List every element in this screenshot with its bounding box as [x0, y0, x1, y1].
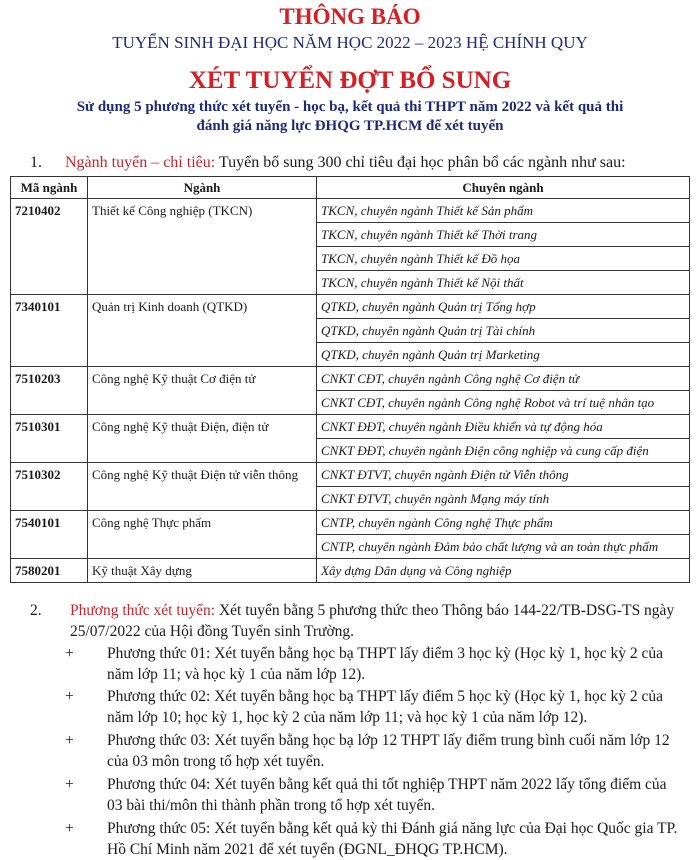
- cell-major: Công nghệ Kỹ thuật Điện, điện tử: [88, 415, 317, 439]
- table-row: [11, 319, 690, 343]
- cell-major: [88, 223, 317, 247]
- cell-specialization: CNKT ĐĐT, chuyên ngành Điện công nghiệp và cung cấp điện: [317, 439, 690, 463]
- cell-code: 7340101: [11, 295, 88, 319]
- section-2-number: 2.: [30, 602, 42, 619]
- cell-code: [11, 439, 88, 463]
- section-1-text: Tuyển bổ sung 300 chỉ tiêu đại học phân bổ các ngành như sau:: [215, 154, 626, 171]
- cell-code: [11, 487, 88, 511]
- bullet-plus: +: [65, 776, 74, 793]
- cell-major: [88, 487, 317, 511]
- cell-specialization: TKCN, chuyên ngành Thiết kế Sản phẩm: [317, 199, 690, 223]
- header-specialization: Chuyên ngành: [317, 177, 690, 199]
- table-row: [11, 535, 690, 559]
- cell-specialization: QTKD, chuyên ngành Quản trị Tổng hợp: [317, 295, 690, 319]
- table-row: [11, 439, 690, 463]
- section-2: [30, 600, 680, 642]
- cell-code: [11, 343, 88, 367]
- cell-code: 7510302: [11, 463, 88, 487]
- section-1-number: 1.: [30, 154, 42, 171]
- cell-major: [88, 439, 317, 463]
- cell-code: [11, 535, 88, 559]
- admission-description: Sử dụng 5 phương thức xét tuyển - học bạ, kết quả thi THPT năm 2022 và kết quả thi đánh giá năng lực ĐHQG TP.HCM để xét tuyển: [76, 99, 624, 134]
- section-1: [30, 154, 626, 172]
- method-item: [65, 774, 680, 816]
- cell-specialization: TKCN, chuyên ngành Thiết kế Thời trang: [317, 223, 690, 247]
- bullet-plus: +: [65, 820, 74, 837]
- table-row: [11, 487, 690, 511]
- table-row: [11, 199, 690, 223]
- cell-code: [11, 247, 88, 271]
- method-text: Phương thức 04: Xét tuyển bằng kết quả thi tốt nghiệp THPT năm 2022 lấy tổng điểm của 03 bài thi/môn thi thành phần trong tổ hợp xét tuyển.: [107, 776, 667, 814]
- method-item: [65, 818, 680, 860]
- table-row: [11, 295, 690, 319]
- method-item: [65, 730, 680, 772]
- bullet-plus: +: [65, 645, 74, 662]
- cell-code: 7510301: [11, 415, 88, 439]
- section-2-label: Phương thức xét tuyển:: [70, 602, 216, 619]
- cell-major: [88, 319, 317, 343]
- section-1-label: Ngành tuyển – chỉ tiêu:: [65, 154, 216, 171]
- cell-major: [88, 247, 317, 271]
- cell-specialization: CNTP, chuyên ngành Đảm bảo chất lượng và an toàn thực phẩm: [317, 535, 690, 559]
- method-text: Phương thức 03: Xét tuyển bằng học bạ lớp 12 THPT lấy điểm trung bình cuối năm lớp 12 của 03 môn trong tổ hợp xét tuyển.: [107, 732, 670, 770]
- cell-major: [88, 343, 317, 367]
- cell-code: [11, 223, 88, 247]
- notice-subtitle: TUYỂN SINH ĐẠI HỌC NĂM HỌC 2022 – 2023 HỆ CHÍNH QUY: [112, 33, 588, 52]
- cell-code: 7540101: [11, 511, 88, 535]
- table-row: [11, 247, 690, 271]
- cell-specialization: TKCN, chuyên ngành Thiết kế Đồ họa: [317, 247, 690, 271]
- bullet-plus: +: [65, 688, 74, 705]
- notice-title: THÔNG BÁO: [279, 4, 421, 29]
- cell-major: [88, 535, 317, 559]
- cell-specialization: CNKT CĐT, chuyên ngành Công nghệ Robot và trí tuệ nhân tạo: [317, 391, 690, 415]
- cell-specialization: CNKT ĐTVT, chuyên ngành Điện tử Viễn thông: [317, 463, 690, 487]
- table-row: [11, 367, 690, 391]
- cell-code: [11, 391, 88, 415]
- cell-major: Quản trị Kinh doanh (QTKD): [88, 295, 317, 319]
- cell-specialization: Xây dựng Dân dụng và Công nghiệp: [317, 559, 690, 583]
- cell-specialization: CNKT ĐTVT, chuyên ngành Mạng máy tính: [317, 487, 690, 511]
- table-row: [11, 463, 690, 487]
- cell-code: [11, 319, 88, 343]
- cell-major: [88, 271, 317, 295]
- cell-specialization: QTKD, chuyên ngành Quản trị Tài chính: [317, 319, 690, 343]
- table-row: [11, 415, 690, 439]
- header-code: Mã ngành: [11, 177, 88, 199]
- table-row: [11, 343, 690, 367]
- table-row: [11, 391, 690, 415]
- method-item: [65, 643, 680, 685]
- section-2-text: Xét tuyển bằng 5 phương thức theo Thông báo 144-22/TB-DSG-TS ngày 25/07/2022 của Hội đồng Tuyển sinh Trường.: [70, 602, 675, 640]
- cell-major: Thiết kế Công nghiệp (TKCN): [88, 199, 317, 223]
- cell-code: 7210402: [11, 199, 88, 223]
- cell-code: [11, 271, 88, 295]
- cell-code: 7510203: [11, 367, 88, 391]
- cell-specialization: TKCN, chuyên ngành Thiết kế Nội thất: [317, 271, 690, 295]
- cell-major: Công nghệ Kỹ thuật Cơ điện tử: [88, 367, 317, 391]
- method-item: [65, 686, 680, 728]
- cell-major: Kỹ thuật Xây dựng: [88, 559, 317, 583]
- table-header-row: [11, 177, 690, 199]
- cell-specialization: QTKD, chuyên ngành Quản trị Marketing: [317, 343, 690, 367]
- table-row: [11, 223, 690, 247]
- cell-specialization: CNKT ĐĐT, chuyên ngành Điều khiển và tự động hóa: [317, 415, 690, 439]
- header-major: Ngành: [88, 177, 317, 199]
- table-row: [11, 511, 690, 535]
- table-row: [11, 271, 690, 295]
- cell-specialization: CNTP, chuyên ngành Công nghệ Thực phẩm: [317, 511, 690, 535]
- admission-heading: XÉT TUYỂN ĐỢT BỔ SUNG: [188, 67, 512, 94]
- table-row: [11, 559, 690, 583]
- cell-major: Công nghệ Kỹ thuật Điện tử viễn thông: [88, 463, 317, 487]
- cell-code: 7580201: [11, 559, 88, 583]
- cell-major: [88, 391, 317, 415]
- method-text: Phương thức 05: Xét tuyển bằng kết quả kỳ thi Đánh giá năng lực của Đại học Quốc gia TP. Hồ Chí Minh năm 2021 để xét tuyển (ĐGNL_ĐHQG TP.HCM).: [107, 820, 678, 858]
- cell-major: Công nghệ Thực phẩm: [88, 511, 317, 535]
- cell-specialization: CNKT CĐT, chuyên ngành Công nghệ Cơ điện tử: [317, 367, 690, 391]
- majors-table: [10, 176, 690, 583]
- method-text: Phương thức 02: Xét tuyển bằng học bạ THPT lấy điểm 5 học kỳ (Học kỳ 1, học kỳ 2 của năm lớp 10; học kỳ 1, học kỳ 2 của năm lớp 11; và học kỳ 1 của năm lớp 12).: [107, 688, 664, 726]
- bullet-plus: +: [65, 732, 74, 749]
- method-text: Phương thức 01: Xét tuyển bằng học bạ THPT lấy điểm 3 học kỳ (Học kỳ 1, học kỳ 2 của năm lớp 11; và học kỳ 1 của năm lớp 12).: [107, 645, 664, 683]
